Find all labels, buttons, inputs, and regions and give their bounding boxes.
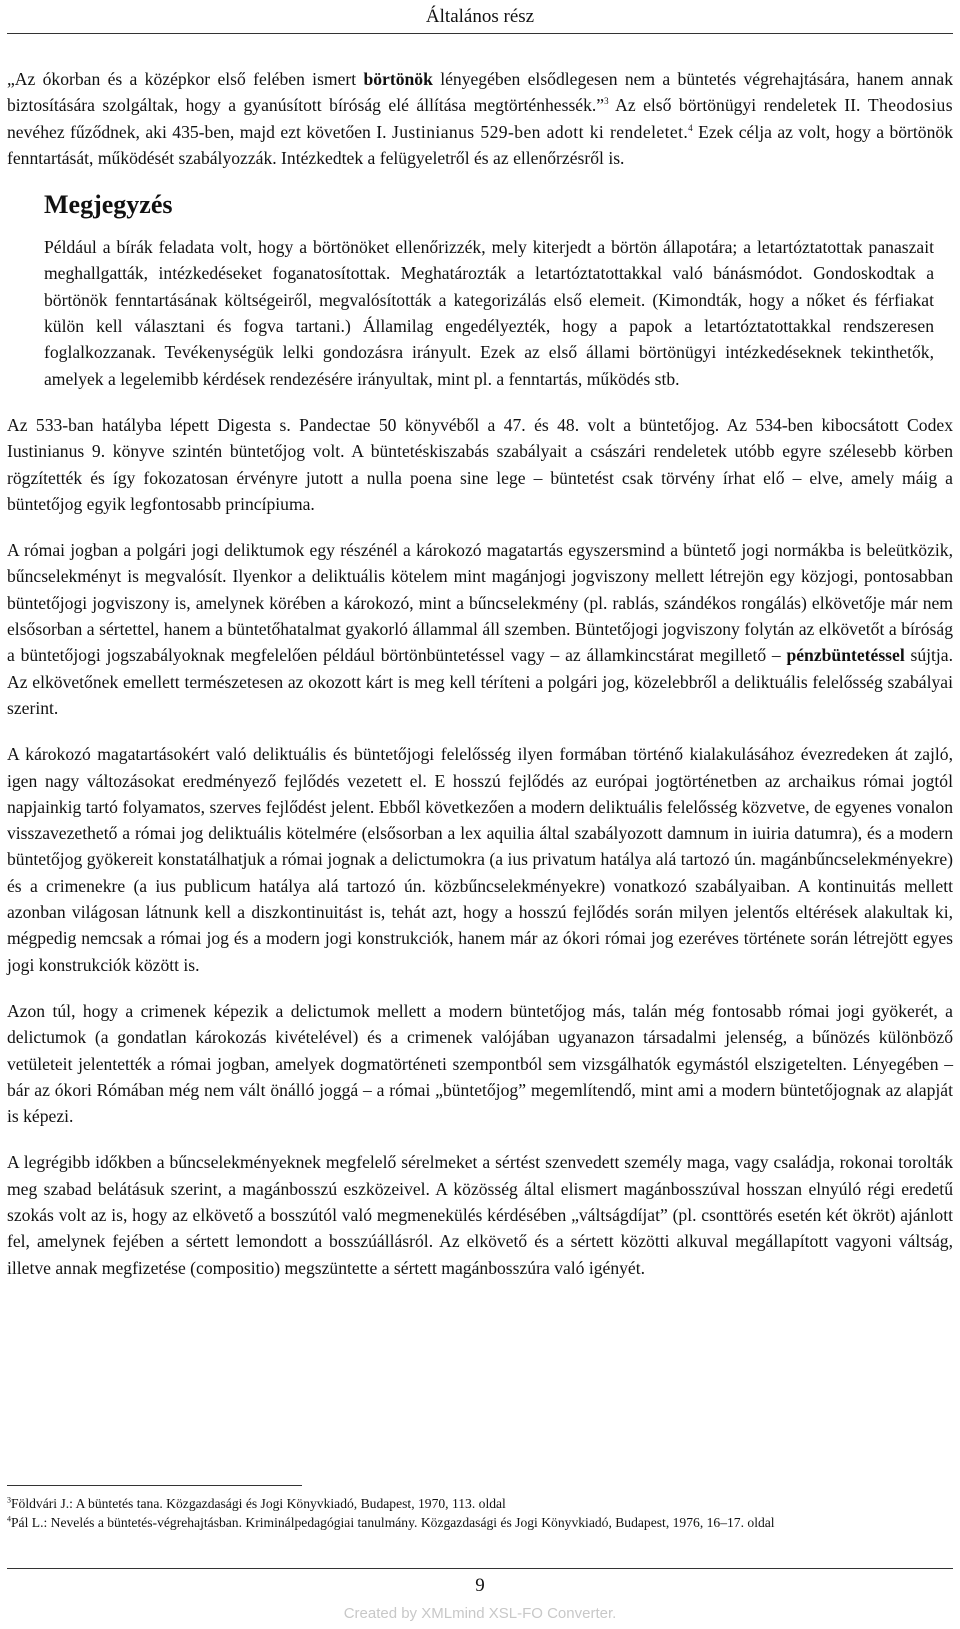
text-run: Ezek célja az volt, hogy a börtönök fenntartását, működését szabályozzák. Intézkedtek a felügyeletről és az ellenőrzésről is.: [7, 121, 953, 168]
converter-watermark: [0, 1605, 960, 1622]
paragraph-private-revenge: A legrégibb időkben a bűncselekményeknek megfelelő sérelmeket a sértést szenvedett személy maga, vagy családja, rokonai torolták meg szabad belátásuk szerint, a magánbosszú eszközeivel. A közösség által elismert magánbosszúval hosszan elnyúló régi eredetű szokás volt az is, hogy az elkövető a bosszútól való megmenekülés kérdésében „váltságdíjat” (pl. csonttörés esetén két ökröt) ajánlott fel, amelynek fejében a sértett lemondott a bosszúállásról. Az elkövető és a sértett közötti alkuval megállapított vagyoni váltság, illetve annak megfizetése (compositio) megszüntette a sértett magánbosszúra való igényét.: [7, 1152, 953, 1278]
footnotes: [7, 1494, 953, 1532]
paragraph-prisons-intro: [7, 66, 953, 171]
name-justinianus: Justinianus: [391, 121, 475, 142]
footnote-3: [7, 1494, 953, 1513]
page-body: [7, 66, 953, 1281]
footnote-mark: 3: [7, 1495, 11, 1505]
footnote-text: Pál L.: Nevelés a büntetés-végrehajtásban. Kriminálpedagógiai tanulmány. Közgazdasági és Jogi Könyvkiadó, Budapest, 1976, 16–17. oldal: [11, 1515, 775, 1530]
paragraph-digesta: Az 533-ban hatályba lépett Digesta s. Pandectae 50 könyvéből a 47. és 48. volt a büntetőjog. Az 534-ben kibocsátott Codex Iustinianus 9. könyve szintén büntetőjog volt. A büntetéskiszabás szabályait a császári rendeletek utóbb egyre szélesebb körben rögzítették és így fokozatosan érvényre jutott a nulla poena sine lege – büntetést csak törvény írhat elő – elve, amely máig a büntetőjog egyik legfontosabb princípiuma.: [7, 414, 953, 514]
note-title: Megjegyzés: [44, 190, 173, 220]
text-run: sújtja. Az elkövetőnek emellett természetesen az okozott kárt is meg kell téríteni a polgári jog, közelebbről a deliktuális felelősség szabályai szerint.: [7, 645, 953, 718]
watermark-brand[interactable]: XMLmind XSL-FO Converter: [421, 1605, 613, 1622]
name-theodosius: Theodosius: [867, 95, 953, 116]
footnote-ref-3[interactable]: 3: [604, 96, 609, 107]
bold-term-penzbuntetes: pénzbüntetéssel: [786, 645, 905, 666]
note-box: [44, 190, 934, 392]
text-run: 529-ben adott ki rendeletet.: [474, 121, 689, 142]
watermark-suffix: .: [612, 1605, 617, 1622]
footnote-4: [7, 1513, 953, 1532]
footnote-ref-4[interactable]: 4: [688, 122, 693, 133]
text-run: nevéhez fűződnek, aki 435-ben, majd ezt követően I.: [7, 121, 392, 142]
text-run: „Az ókorban és a középkor első felében ismert: [7, 69, 364, 89]
footer-divider: [7, 1568, 953, 1569]
text-run: A római jogban a polgári jogi deliktumok egy részénél a károkozó magatartás egyszersmind a büntető jogi normákba is beleütközik, bűncselekményt is megvalósít. Ilyenkor a deliktuális kötelem mint magánjogi jogviszony mellett létrejön egy közjogi, pontosabban büntetőjogi jogviszony is, amelynek körében a károkozó, mint a bűncselekmény (pl. rablás, szándékos rongálás) elkövetője már nem elsősorban a sértettel, hanem a büntetőhatalmat gyakorló állammal áll szemben. Büntetőjogi jogviszony folytán az elkövetőt a bíróság a büntetőjogi jogszabályoknak megfelelően például börtönbüntetéssel vagy – az államkincstárat megillető –: [7, 540, 953, 666]
watermark-prefix: Created by: [343, 1605, 422, 1622]
footnote-mark: 4: [7, 1514, 11, 1524]
text-run: lényegében elsődlegesen nem a büntetés végrehajtására, hanem annak biztosítására szolgáltak, hogy a gyanúsított bíróság elé állítása megtörténhessék.”: [7, 69, 953, 116]
paragraph-roman-law: [7, 537, 953, 721]
paragraph-crimen-delictum: Azon túl, hogy a crimenek képezik a delictumok mellett a modern büntetőjog más, talán még fontosabb római jogi gyökerét, a delictumok (a gondatlan károkozás kivételével) és a crimenek valójában ugyanazon társadalmi jelenség, a bűnözés különböző vetületeit jelentették a római jogban, amelyek dogmatörténeti szempontból sem vizsgálhatók egymástól elszigetelten. Lényegében – bár az ókori Rómában még nem vált önálló joggá – a római „büntetőjog” megemlítendő, mint ami a modern büntetőjognak az alapját is képezi.: [7, 1000, 953, 1127]
note-text: Például a bírák feladata volt, hogy a börtönöket ellenőrizzék, mely kiterjedt a börtön állapotára; a letartóztatottak panaszait meghallgatták, intézkedéseket foganatosítottak. Meghatározták a letartóztatottakkal való bánásmódot. Gondoskodtak a börtönök fenntartásának költségeiről, megvalósították a kategorizálás első elemeit. (Kimondták, hogy a nőket és férfiakat külön kell választani és fogva tartani.) Államilag engedélyezték, hogy a papok a letartóztatottakkal rendszeresen foglalkozzanak. Tevékenységük lelki gondozásra irányult. Ezek az első állami börtönügyi intézkedéseknek tekinthetők, amelyek a legelemibb kérdések rendezésére irányultak, mint pl. a fenntartás, működés stb.: [44, 237, 934, 389]
footnote-text: Földvári J.: A büntetés tana. Közgazdasági és Jogi Könyvkiadó, Budapest, 1970, 113. oldal: [11, 1496, 506, 1511]
page-number: 9: [475, 1575, 485, 1596]
footnote-divider: [7, 1485, 302, 1486]
text-run: Az első börtönügyi rendeletek II.: [608, 95, 868, 116]
bold-term-borton: börtönök: [363, 69, 433, 89]
running-header: Általános rész: [425, 6, 535, 27]
header-divider: [7, 33, 953, 34]
paragraph-liability-development: A károkozó magatartásokért való deliktuális és büntetőjogi felelősség ilyen formában történő kialakulásához évezredeken át zajló, igen nagy változásokat eredményező fejlődés vezetett el. E hosszú fejlődés az európai jogtörténetben az archaikus római jogtól napjainkig tartó folyamatos, szerves fejlődést jelent. Ebből következően a modern deliktuális felelősség közvetve, de egyenes vonalon visszavezethető a római jog deliktuális kötelmére (elsősorban a lex aquilia által szabályozott damnum in iuiria datumra), és a modern büntetőjog gyökereit konstatálhatjuk a római jognak a delictumokra (a ius privatum hatálya alá tartozó ún. magánbűncselekményekre) és a crimenekre (a ius publicum hatálya alá tartozó ún. közbűncselekményekre) vonatkozó szabályaiban. A kontinuitás mellett azonban világosan látnunk kell a diszkontinuitást is, tehát azt, hogy a hosszú fejlődés során milyen jelentős eltérések alakultak ki, mégpedig nemcsak a római jog és a modern jogi konstrukciók, hanem már az ókori római jog ezeréves története során létrejött egyes jogi konstrukciók között is.: [7, 744, 953, 975]
